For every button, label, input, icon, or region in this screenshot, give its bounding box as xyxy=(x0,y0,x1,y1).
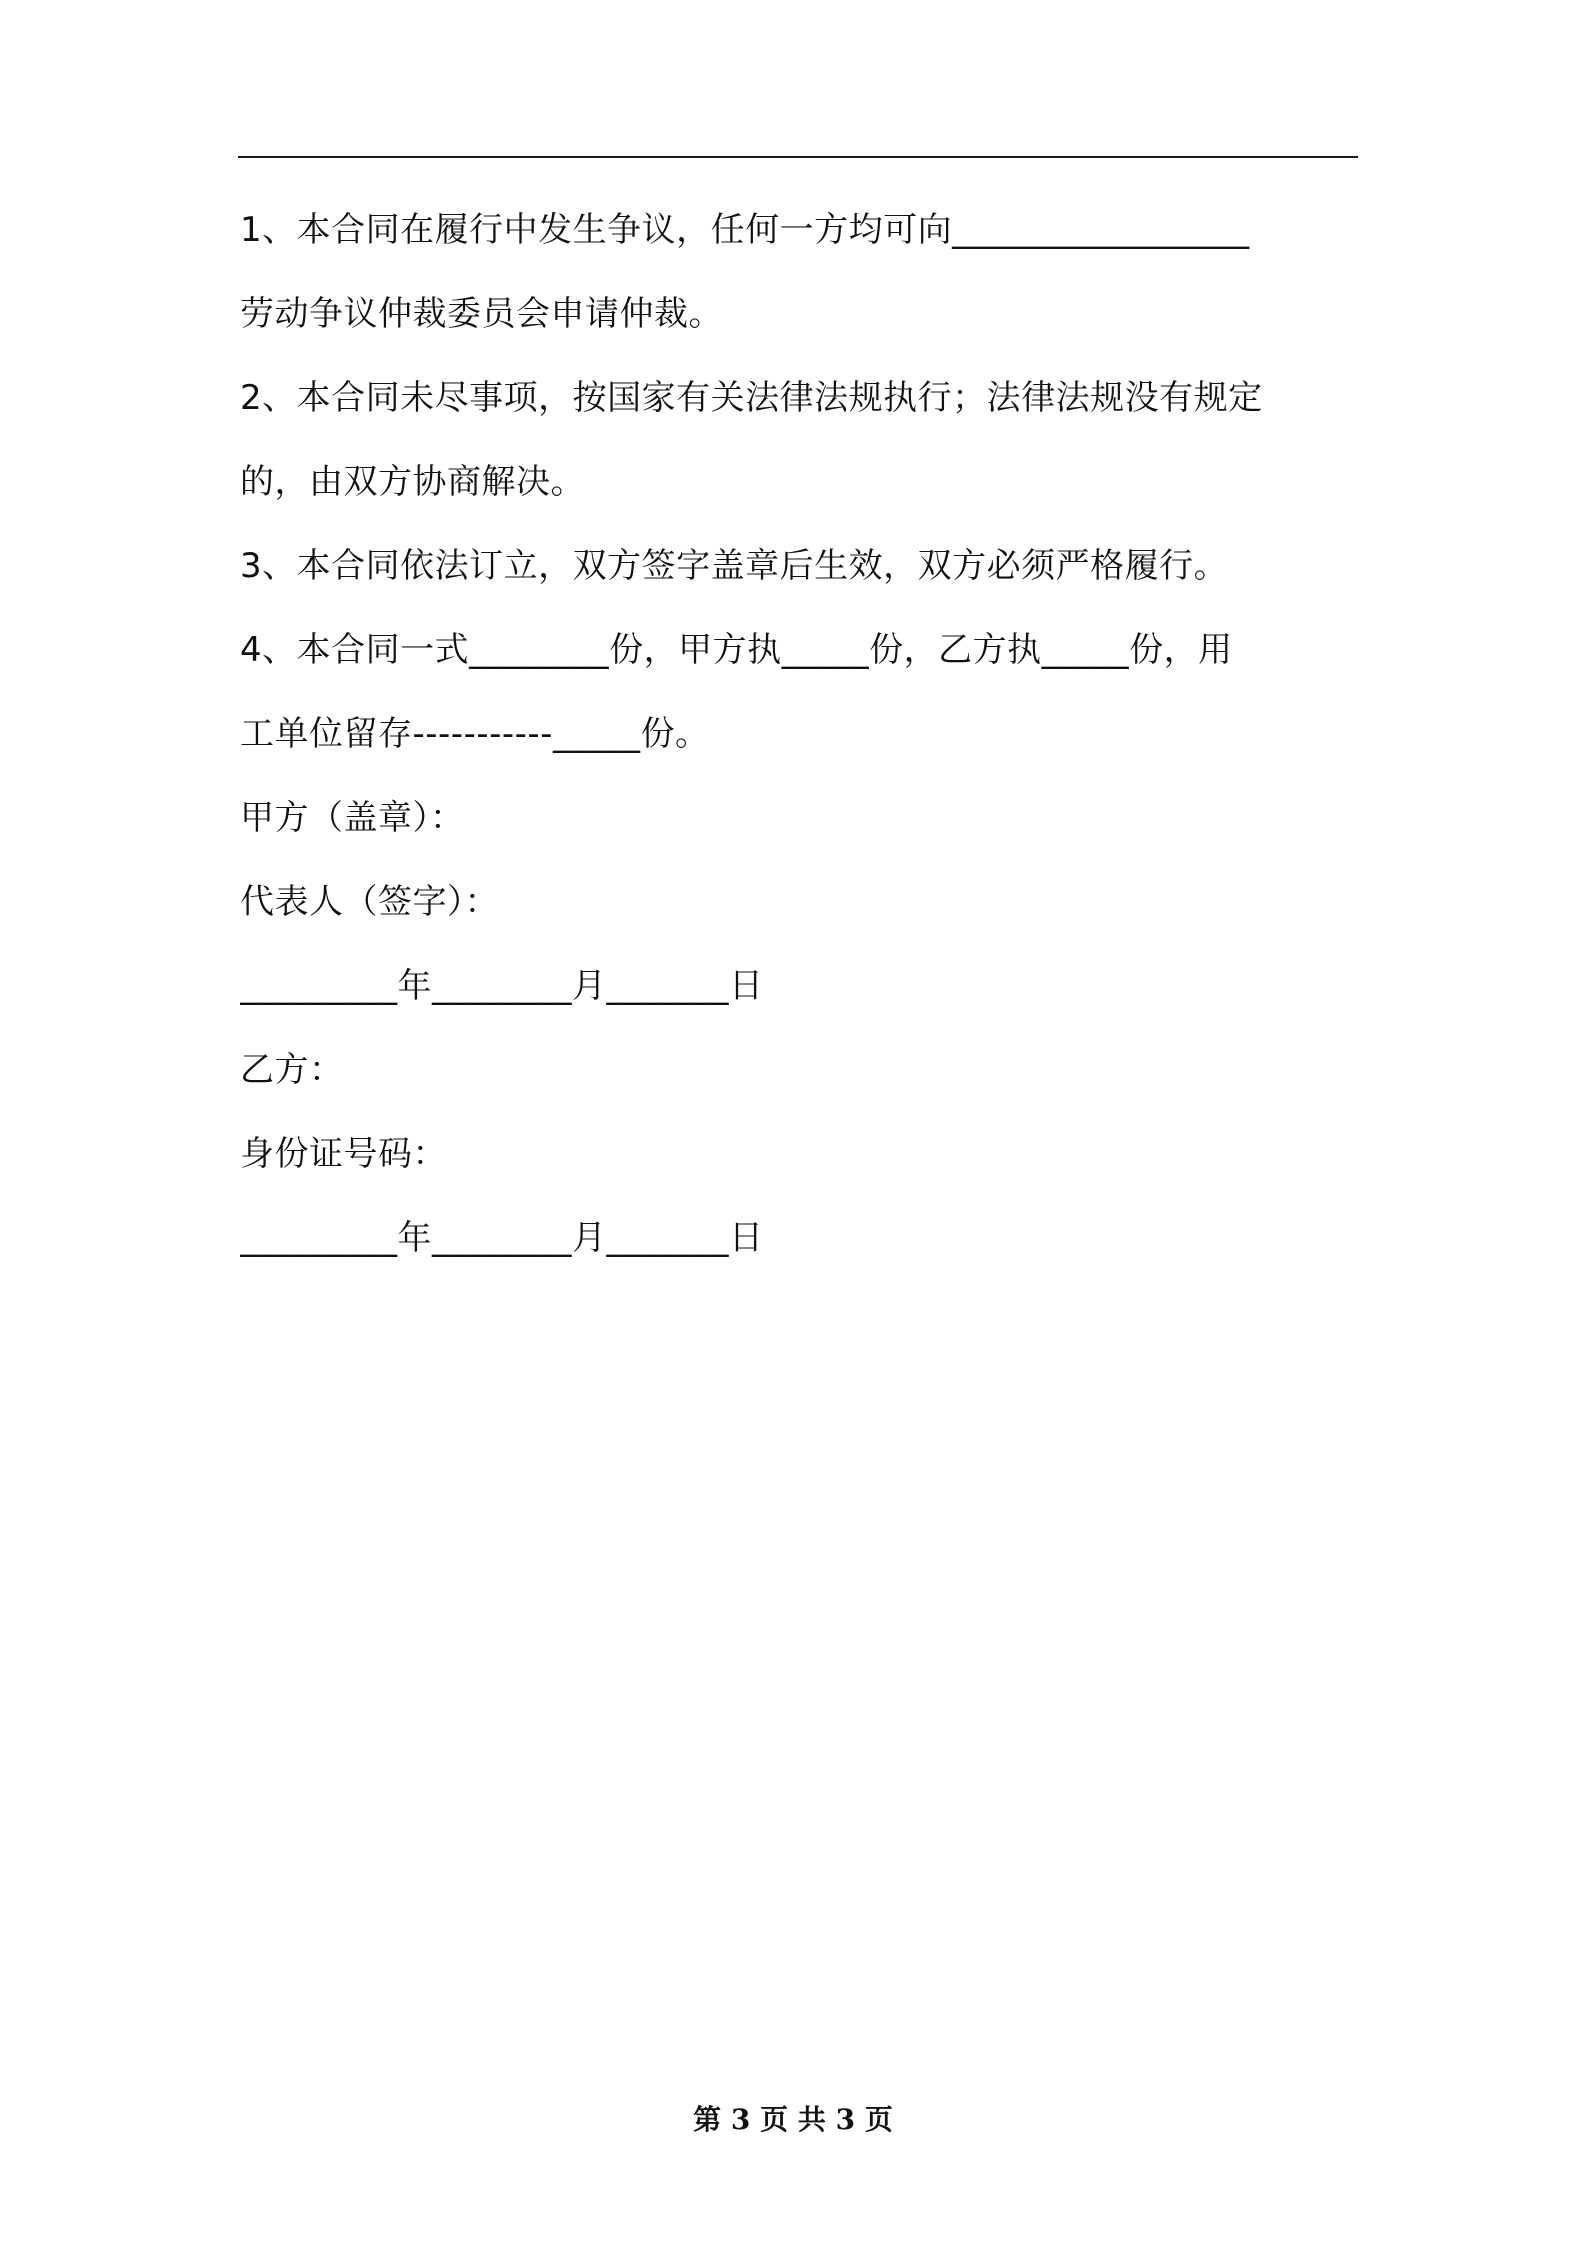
header-divider xyxy=(238,156,1358,158)
party-b-date-line: _________年________月_______日 xyxy=(240,1218,764,1258)
id-number-label: 身份证号码： xyxy=(240,1134,447,1174)
clause-4-line-1: 4、本合同一式________份，甲方执_____份，乙方执_____份，用 xyxy=(240,630,1233,670)
clause-3: 3、本合同依法订立，双方签字盖章后生效，双方必须严格履行。 xyxy=(240,546,1229,586)
party-a-date-line: _________年________月_______日 xyxy=(240,966,764,1006)
clause-4-line-2: 工单位留存-----------_____份。 xyxy=(240,714,710,754)
contract-body xyxy=(240,188,1358,1280)
clause-1-line-1: 1、本合同在履行中发生争议，任何一方均可向_________________ xyxy=(240,210,1250,250)
party-a-seal-label: 甲方（盖章）： xyxy=(240,798,465,838)
representative-signature-label: 代表人（签字）： xyxy=(240,882,499,922)
clause-2-line-2: 的，由双方协商解决。 xyxy=(240,462,585,502)
page-number: 第 3 页 共 3 页 xyxy=(693,2103,893,2136)
party-b-label: 乙方： xyxy=(240,1050,344,1090)
clause-2-line-1: 2、本合同未尽事项，按国家有关法律法规执行；法律法规没有规定 xyxy=(240,378,1263,418)
clause-1-line-2: 劳动争议仲裁委员会申请仲裁。 xyxy=(240,294,723,334)
